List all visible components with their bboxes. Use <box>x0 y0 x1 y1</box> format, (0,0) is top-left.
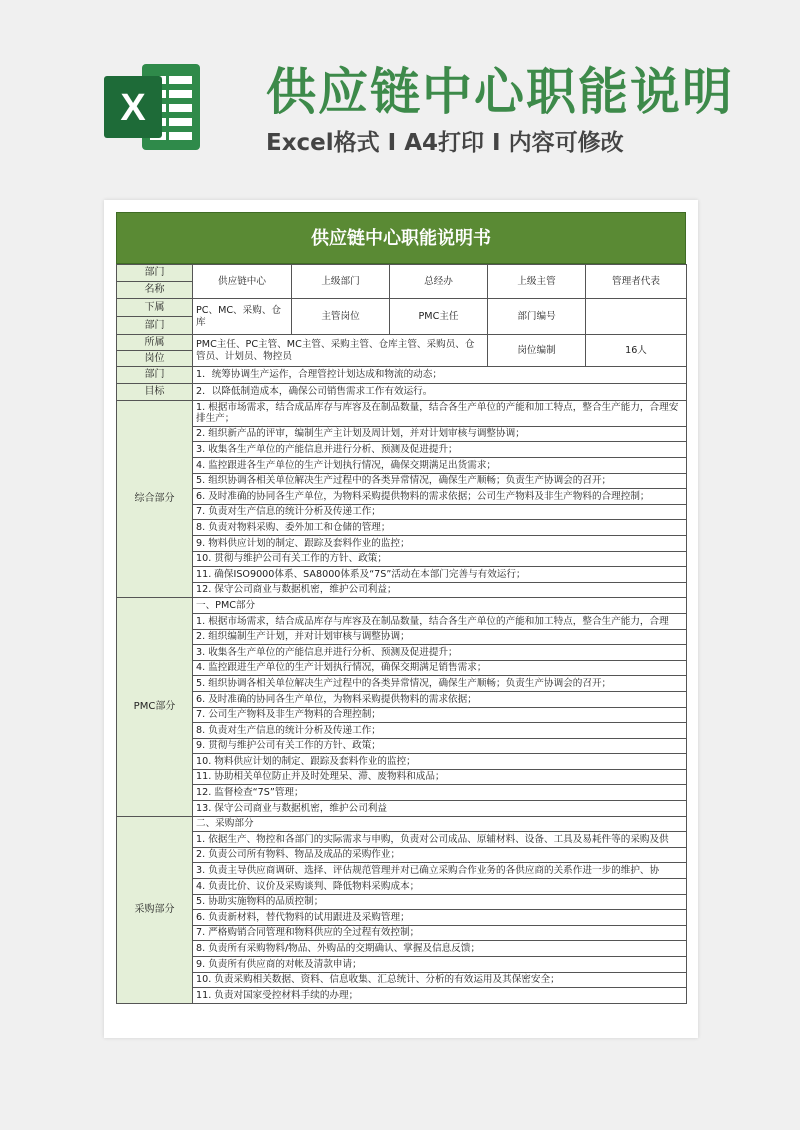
section-item: 7. 公司生产物料及非生产物料的合理控制； <box>193 707 687 723</box>
section-row <box>117 520 687 536</box>
section-row <box>117 894 687 910</box>
goal-row-1 <box>117 367 687 384</box>
dept-code-label: 部门编号 <box>488 299 586 335</box>
info-row-2 <box>117 299 687 335</box>
section-row <box>117 738 687 754</box>
section-item: 6. 及时准确的协同各生产单位，为物料采购提供物料的需求依据； <box>193 691 687 707</box>
section-row <box>117 535 687 551</box>
sub-dept-value: PC、MC、采购、仓库 <box>193 299 292 335</box>
superior-mgr-label: 上级主管 <box>488 265 586 299</box>
section-item: 2. 负责公司所有物料、物品及成品的采购作业； <box>193 847 687 863</box>
section-item: 8. 负责所有采购物料/物品、外购品的交期确认、掌握及信息反馈； <box>193 941 687 957</box>
section-row <box>117 847 687 863</box>
section-row <box>117 785 687 801</box>
excel-logo-icon <box>104 58 202 156</box>
section-item: 8. 负责对生产信息的统计分析及传递工作； <box>193 723 687 739</box>
dept-name-label-line2: 名称 <box>144 284 165 295</box>
sub-dept-label-line2: 部门 <box>144 320 165 331</box>
section-item: 2. 组织编制生产计划，并对计划审核与调整协调； <box>193 629 687 645</box>
section-item: 13. 保守公司商业与数据机密，维护公司利益 <box>193 801 687 817</box>
section-item: 9. 贯彻与维护公司有关工作的方针、政策； <box>193 738 687 754</box>
section-row <box>117 660 687 676</box>
section-row <box>117 910 687 926</box>
section-row <box>117 598 687 614</box>
section-row <box>117 957 687 973</box>
section-item: 4. 监控跟进生产单位的生产计划执行情况，确保交期满足销售需求； <box>193 660 687 676</box>
section-label: 综合部分 <box>117 401 193 598</box>
section-item: 10. 物料供应计划的制定、跟踪及套料作业的监控； <box>193 754 687 770</box>
section-item: 11. 协助相关单位防止并及时处理呆、滞、废物料和成品； <box>193 769 687 785</box>
info-row-3 <box>117 335 687 367</box>
goal-row-2 <box>117 384 687 401</box>
section-row <box>117 925 687 941</box>
function-table <box>116 264 687 1004</box>
section-row <box>117 801 687 817</box>
section-row <box>117 473 687 489</box>
section-item: 10. 负责采购相关数据、资料、信息收集、汇总统计、分析的有效运用及其保密安全； <box>193 972 687 988</box>
section-item: 5. 协助实施物料的品质控制； <box>193 894 687 910</box>
section-item: 1. 根据市场需求，结合成品库存与库容及在制品数量，结合各生产单位的产能和加工特点，整合生产能力，合理 <box>193 613 687 629</box>
section-item: 1. 依据生产、物控和各部门的实际需求与申购，负责对公司成品、原辅材料、设备、工具及易耗件等的采购及供 <box>193 832 687 848</box>
section-row <box>117 879 687 895</box>
section-row <box>117 769 687 785</box>
mgr-position-label: 主管岗位 <box>292 299 390 335</box>
section-row <box>117 489 687 505</box>
section-row <box>117 551 687 567</box>
section-item: 3. 收集各生产单位的产能信息并进行分析、预测及促进提升； <box>193 442 687 458</box>
section-label: 采购部分 <box>117 816 193 1003</box>
headcount-label: 岗位编制 <box>488 335 586 367</box>
goals-label-line2: 目标 <box>117 384 193 401</box>
section-row <box>117 442 687 458</box>
section-item: 6. 及时准确的协同各生产单位，为物料采购提供物料的需求依据；公司生产物料及非生产物料的合理控制； <box>193 489 687 505</box>
section-item: 6. 负责新材料，替代物料的试用跟进及采购管理； <box>193 910 687 926</box>
section-row <box>117 582 687 598</box>
sub-dept-label <box>117 299 193 335</box>
section-label: PMC部分 <box>117 598 193 816</box>
logo-letter: X <box>120 87 146 129</box>
section-row <box>117 691 687 707</box>
section-row <box>117 645 687 661</box>
goal-item: 1．统筹协调生产运作，合理管控计划达成和物流的动态； <box>193 367 687 384</box>
section-row <box>117 723 687 739</box>
section-row <box>117 972 687 988</box>
spreadsheet <box>116 212 686 1004</box>
dept-name-label <box>117 265 193 299</box>
goals-label-line1: 部门 <box>117 367 193 384</box>
section-row <box>117 458 687 474</box>
section-row <box>117 941 687 957</box>
section-item: 5. 组织协调各相关单位解决生产过程中的各类异常情况，确保生产顺畅；负责生产协调会的召开； <box>193 676 687 692</box>
section-item: 9. 负责所有供应商的对帐及清款申请； <box>193 957 687 973</box>
positions-label <box>117 335 193 367</box>
section-row <box>117 504 687 520</box>
section-item: 2. 组织新产品的评审，编制生产主计划及周计划，并对计划审核与调整协调； <box>193 426 687 442</box>
section-item: 4. 负责比价、议价及采购谈判、降低物料采购成本； <box>193 879 687 895</box>
manager-rep-label: 管理者代表 <box>586 265 687 299</box>
section-row <box>117 988 687 1004</box>
section-row <box>117 567 687 583</box>
section-item: 7. 严格购销合同管理和物料供应的全过程有效控制； <box>193 925 687 941</box>
positions-value: PMC主任、PC主管、MC主管、采购主管、仓库主管、采购员、仓管员、计划员、物控员 <box>193 335 488 367</box>
section-row <box>117 401 687 427</box>
section-item: 1. 根据市场需求，结合成品库存与库容及在制品数量，结合各生产单位的产能和加工特点，整合生产能力，合理安排生产； <box>193 401 687 427</box>
section-row <box>117 754 687 770</box>
section-row <box>117 426 687 442</box>
sheet-title: 供应链中心职能说明书 <box>116 212 686 264</box>
positions-label-line1: 所属 <box>117 335 192 351</box>
hero-subtitle: Excel格式 I A4打印 I 内容可修改 <box>266 130 624 156</box>
section-item: 二、采购部分 <box>193 816 687 832</box>
section-item: 9. 物料供应计划的制定、跟踪及套料作业的监控； <box>193 535 687 551</box>
section-item: 8. 负责对物料采购、委外加工和仓储的管理； <box>193 520 687 536</box>
dept-name-label-line1: 部门 <box>117 265 192 282</box>
section-item: 7. 负责对生产信息的统计分析及传递工作； <box>193 504 687 520</box>
goal-item: 2．以降低制造成本，确保公司销售需求工作有效运行。 <box>193 384 687 401</box>
mgr-position-value: PMC主任 <box>390 299 488 335</box>
document-sheet <box>104 200 698 1038</box>
section-row <box>117 832 687 848</box>
section-row <box>117 676 687 692</box>
info-row-1 <box>117 265 687 299</box>
superior-dept-label: 上级部门 <box>292 265 390 299</box>
section-item: 12. 保守公司商业与数据机密，维护公司利益； <box>193 582 687 598</box>
dept-code-value <box>586 299 687 335</box>
headcount-value: 16人 <box>586 335 687 367</box>
sections-body <box>117 401 687 1004</box>
section-item: 12. 监督检查“7S”管理； <box>193 785 687 801</box>
section-row <box>117 707 687 723</box>
positions-label-line2: 岗位 <box>144 353 165 364</box>
section-item: 3. 负责主导供应商调研、选择、评估规范管理并对已确立采购合作业务的各供应商的关系作进一步的维护、协 <box>193 863 687 879</box>
dept-name-value: 供应链中心 <box>193 265 292 299</box>
hero-title: 供应链中心职能说明 <box>266 63 734 121</box>
sub-dept-label-line1: 下属 <box>117 299 192 317</box>
section-row <box>117 816 687 832</box>
section-item: 一、PMC部分 <box>193 598 687 614</box>
section-item: 4. 监控跟进各生产单位的生产计划执行情况，确保交期满足出货需求； <box>193 458 687 474</box>
section-item: 5. 组织协调各相关单位解决生产过程中的各类异常情况，确保生产顺畅；负责生产协调会的召开； <box>193 473 687 489</box>
section-item: 11. 确保ISO9000体系、SA8000体系及“7S”活动在本部门完善与有效运行； <box>193 567 687 583</box>
section-row <box>117 863 687 879</box>
section-item: 10. 贯彻与维护公司有关工作的方针、政策； <box>193 551 687 567</box>
section-row <box>117 629 687 645</box>
section-item: 11. 负责对国家受控材料手续的办理； <box>193 988 687 1004</box>
section-row <box>117 613 687 629</box>
section-item: 3. 收集各生产单位的产能信息并进行分析、预测及促进提升； <box>193 645 687 661</box>
superior-dept-value: 总经办 <box>390 265 488 299</box>
